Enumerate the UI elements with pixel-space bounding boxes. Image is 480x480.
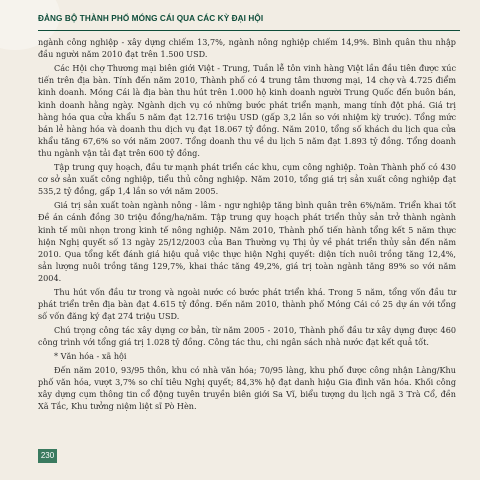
paragraph: Chú trọng công tác xây dựng cơ bản, từ năm 2005 - 2010, Thành phố đầu tư xây dựng được 460 công trình với tổng giá trị 1.028 tỷ đồng. Công tác thu, chi ngân sách nhà nước đạt kết quả tốt. bbox=[38, 325, 456, 348]
paragraph: Tập trung quy hoạch, đầu tư mạnh phát triển các khu, cụm công nghiệp. Toàn Thành phố có 430 cơ sở sản xuất công nghiệp, tiểu thủ công nghiệp. Năm 2010, tổng giá trị sản xuất công nghiệp đạt 535,2 tỷ đồng, gấp 1,4 lần so với năm 2005. bbox=[38, 162, 456, 197]
running-header bbox=[38, 4, 460, 34]
paragraph: ngành công nghiệp - xây dựng chiếm 13,7%, ngành nông nghiệp chiếm 14,9%. Bình quân thu nhập đầu người năm 2010 đạt trên 1.500 USD. bbox=[38, 37, 456, 60]
paragraph: Thu hút vốn đầu tư trong và ngoài nước có bước phát triển khá. Trong 5 năm, tổng vốn đầu tư phát triển trên địa bàn đạt 4.615 tỷ đồng. Đến năm 2010, thành phố Móng Cái có 25 dự án với tổng số vốn đăng ký đạt 274 triệu USD. bbox=[38, 287, 456, 322]
paragraph: Giá trị sản xuất toàn ngành nông - lâm - ngư nghiệp tăng bình quân trên 6%/năm. Triển khai tốt Đề án cánh đồng 30 triệu đồng/ha/năm. Tập trung quy hoạch phát triển thủy sản trở thành ngành kinh tế mũi nhọn trong kinh tế nông nghiệp. Năm 2010, Thành phố tiến hành tổng kết 5 năm thực hiện Nghị quyết số 13 ngày 25/12/2003 của Ban Thường vụ Thị ủy về phát triển thủy sản đến năm 2010. Qua tổng kết đánh giá hiệu quả việc thực hiện Nghị quyết: diện tích nuôi trồng tăng 12,4%, sản lượng nuôi trồng tăng 129,7%, khai thác tăng 49,2%, giá trị toàn ngành tăng 89% so với năm 2004. bbox=[38, 200, 456, 284]
paragraph: Các Hội chợ Thương mại biên giới Việt - Trung, Tuần lễ tôn vinh hàng Việt lần đầu tiên được xúc tiến trên địa bàn. Tính đến năm 2010, Thành phố có 4 trung tâm thương mại, 14 chợ và 4.725 điểm kinh doanh. Móng Cái là địa bàn thu hút trên 1.000 hộ kinh doanh người Trung Quốc đến buôn bán, kinh doanh hằng ngày. Ngành dịch vụ có những bước phát triển mạnh, mang tính đột phá. Giá trị hàng hóa qua cửa khẩu 5 năm đạt 12.716 triệu USD (gấp 3,2 lần so với nhiệm kỳ trước). Tổng mức bán lẻ hàng hóa và doanh thu dịch vụ đạt 18.067 tỷ đồng. Năm 2010, tổng số khách du lịch qua cửa khẩu tăng 67,6% so với năm 2007. Tổng doanh thu về du lịch 5 năm đạt 1.893 tỷ đồng. Tổng doanh thu ngành vận tải đạt trên 600 tỷ đồng. bbox=[38, 62, 456, 159]
paragraph: Đến năm 2010, 93/95 thôn, khu có nhà văn hóa; 70/95 làng, khu phố được công nhận Làng/Khu phố văn hóa, vượt 3,7% so chỉ tiêu Nghị quyết; 84,3% hộ đạt danh hiệu Gia đình văn hóa. Khối công xây dựng cụm thông tin cổ động tuyên truyền biên giới Sa Vĩ, biểu tượng du lịch ngã 3 Trà Cổ, đền Xã Tắc, Khu tưởng niệm liệt sĩ Pò Hèn. bbox=[38, 364, 456, 412]
section-subheading: * Văn hóa - xã hội bbox=[54, 351, 127, 362]
header-rule bbox=[38, 30, 460, 31]
running-header-title: ĐẢNG BỘ THÀNH PHỐ MÓNG CÁI QUA CÁC KỲ ĐẠI HỘI bbox=[38, 14, 264, 23]
body-text bbox=[38, 36, 456, 414]
page-number: 230 bbox=[38, 449, 57, 463]
